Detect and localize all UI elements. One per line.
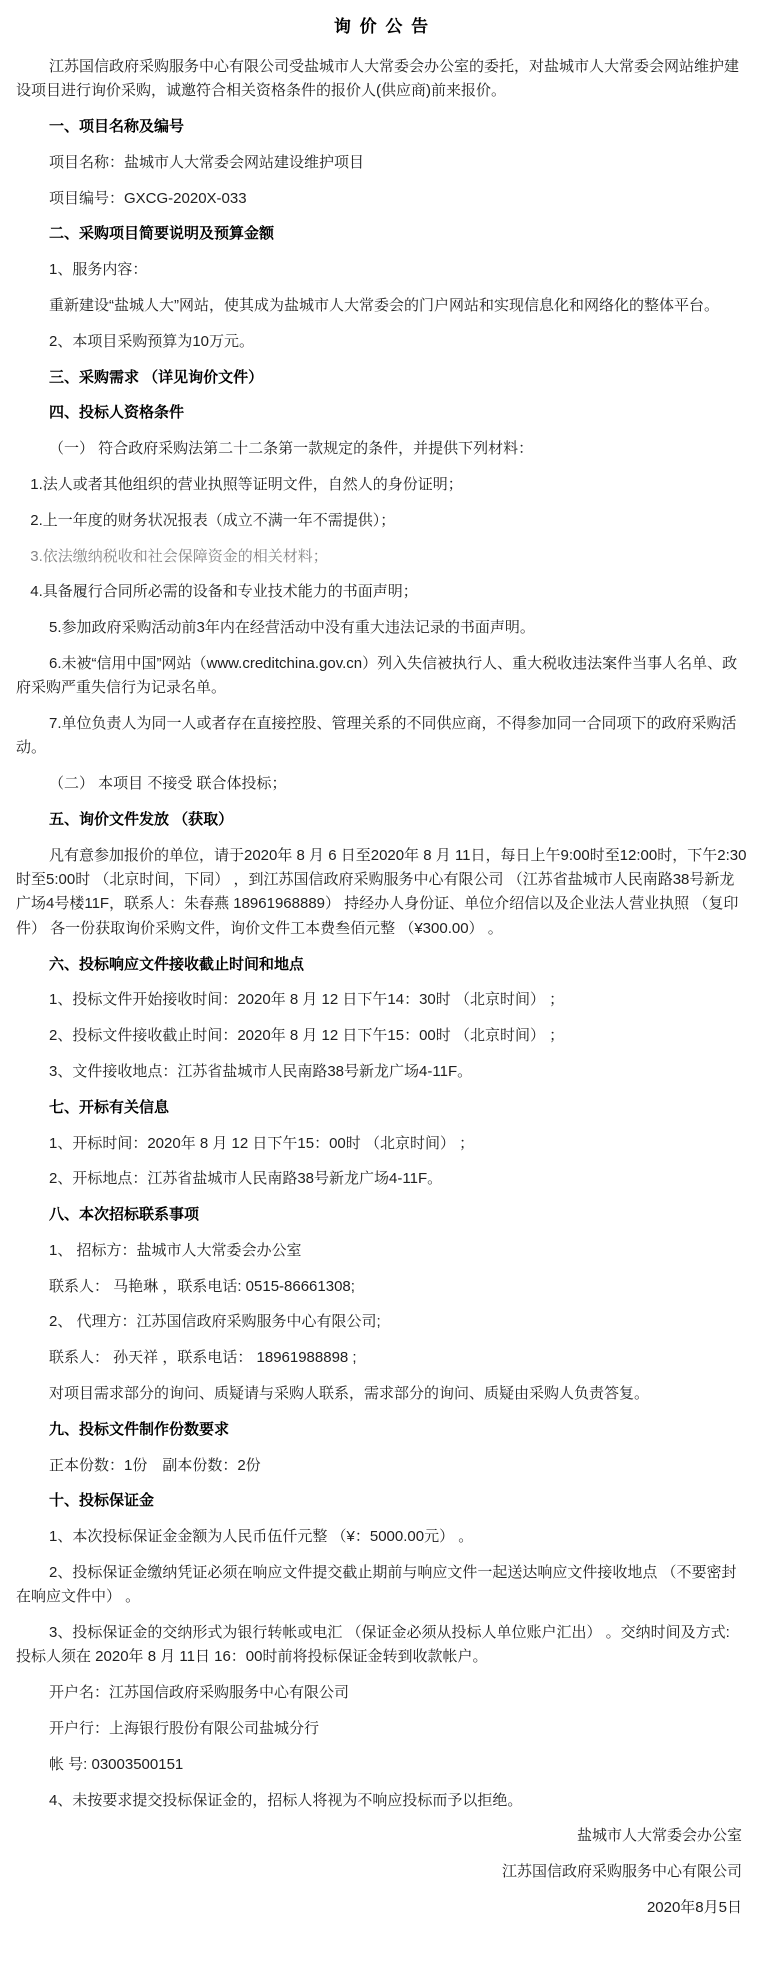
receive-start-time: 1、投标文件开始接收时间：2020年 8 月 12 日下午14：30时 （北京时间） ； — [49, 991, 565, 1009]
section-2-heading: 二、采购项目简要说明及预算金额 — [49, 225, 275, 243]
bid-opening-location: 2、开标地点：江苏省盐城市人民南路38号新龙广场4-11F。 — [49, 1170, 443, 1188]
inquiry-note: 对项目需求部分的询问、质疑请与采购人联系，需求部分的询问、质疑由采购人负责答复。 — [49, 1385, 650, 1403]
agent: 2、 代理方：江苏国信政府采购服务中心有限公司; — [49, 1313, 381, 1331]
qualification-item-7: 7.单位负责人为同一人或者存在直接控股、管理关系的不同供应商，不得参加同一合同项下的政府采购活动。 — [16, 715, 737, 757]
account-number: 帐 号: 03003500151 — [49, 1755, 184, 1773]
project-number: 项目编号：GXCG-2020X-033 — [49, 189, 247, 207]
announcement-date: 2020年8月5日 — [646, 1899, 742, 1917]
section-5-heading: 五、询价文件发放 （获取） — [49, 811, 234, 829]
document-issuance: 凡有意参加报价的单位，请于2020年 8 月 6 日至2020年 8 月 11日，每日上午9:00时至12:00时，下午2:30时至5:00时 （北京时间，下同） ，到江苏国信政府采购服务中心有限公司 （江苏省盐城市人民南路38号新龙广场4号楼11F，联系人：朱春燕 18961968889） 持经办人身份证、单位介绍信以及企业法人营业执照 （复印件） 各一份获取询价采购文件，询价文件工本费叁佰元整 （¥300.00） 。 — [16, 846, 747, 937]
qualification-item-1: 1.法人或者其他组织的营业执照等证明文件，自然人的身份证明； — [30, 476, 463, 494]
section-8-heading: 八、本次招标联系事项 — [49, 1206, 200, 1224]
service-content-label: 1、服务内容： — [49, 261, 148, 279]
qualification-item-3: 3.依法缴纳税收和社会保障资金的相关材料； — [30, 547, 328, 565]
deposit-amount: 1、本次投标保证金金额为人民币伍仟元整 （¥：5000.00元） 。 — [49, 1528, 474, 1546]
qualification-item-6: 6.未被“信用中国”网站（www.creditchina.gov.cn）列入失信被执行人、重大税收违法案件当事人名单、政府采购严重失信行为记录名单。 — [16, 655, 738, 697]
signature-agency: 江苏国信政府采购服务中心有限公司 — [501, 1863, 742, 1881]
receive-deadline: 2、投标文件接收截止时间：2020年 8 月 12 日下午15：00时 （北京时间） ； — [49, 1027, 565, 1045]
section-3-heading: 三、采购需求 （详见询价文件） — [49, 368, 264, 386]
qualification-part-2: （二） 本项目 不接受 联合体投标； — [49, 775, 287, 793]
tenderer: 1、 招标方：盐城市人大常委会办公室 — [49, 1241, 302, 1259]
agent-contact: 联系人： 孙天祥 ，联系电话： 18961988898 ; — [49, 1349, 357, 1367]
receive-location: 3、文件接收地点：江苏省盐城市人民南路38号新龙广场4-11F。 — [49, 1062, 473, 1080]
deposit-payment-method: 3、投标保证金的交纳形式为银行转帐或电汇 （保证金必须从投标人单位账户汇出） 。交纳时间及方式: 投标人须在 2020年 8 月 11日 16：00时前将投标保证金转到收款帐户。 — [16, 1624, 730, 1666]
qualification-item-4: 4.具备履行合同所必需的设备和专业技术能力的书面声明； — [30, 583, 418, 601]
qualification-intro: （一） 符合政府采购法第二十二条第一款规定的条件，并提供下列材料： — [49, 440, 534, 458]
deposit-voucher: 2、投标保证金缴纳凭证必须在响应文件提交截止期前与响应文件一起送达响应文件接收地点 （不要密封在响应文件中） 。 — [16, 1564, 737, 1606]
signature-purchaser: 盐城市人大常委会办公室 — [576, 1827, 742, 1845]
copies-required: 正本份数：1份 副本份数：2份 — [49, 1456, 261, 1474]
account-bank: 开户行：上海银行股份有限公司盐城分行 — [49, 1720, 320, 1738]
account-name: 开户名：江苏国信政府采购服务中心有限公司 — [49, 1684, 350, 1702]
service-content-desc: 重新建设“盐城人大”网站，使其成为盐城市人大常委会的门户网站和实现信息化和网络化的整体平台。 — [49, 297, 719, 315]
section-9-heading: 九、投标文件制作份数要求 — [49, 1420, 230, 1438]
section-4-heading: 四、投标人资格条件 — [49, 404, 185, 422]
section-7-heading: 七、开标有关信息 — [49, 1098, 170, 1116]
qualification-item-5: 5.参加政府采购活动前3年内在经营活动中没有重大违法记录的书面声明。 — [49, 619, 535, 637]
section-1-heading: 一、项目名称及编号 — [49, 118, 185, 136]
qualification-item-2: 2.上一年度的财务状况报表（成立不满一年不需提供）； — [30, 511, 396, 529]
deposit-rejection: 4、未按要求提交投标保证金的，招标人将视为不响应投标而予以拒绝。 — [49, 1791, 523, 1809]
section-6-heading: 六、投标响应文件接收截止时间和地点 — [49, 955, 305, 973]
tenderer-contact: 联系人： 马艳琳 ，联系电话: 0515-86661308; — [49, 1277, 355, 1295]
intro-paragraph: 江苏国信政府采购服务中心有限公司受盐城市人大常委会办公室的委托，对盐城市人大常委会网站维护建设项目进行询价采购，诚邀符合相关资格条件的报价人(供应商)前来报价。 — [16, 58, 740, 100]
budget: 2、本项目采购预算为10万元。 — [49, 332, 255, 350]
document-title: 询 价 公 告 — [333, 17, 431, 36]
bid-opening-time: 1、开标时间：2020年 8 月 12 日下午15：00时 （北京时间） ； — [49, 1134, 475, 1152]
project-name: 项目名称：盐城市人大常委会网站建设维护项目 — [49, 153, 365, 171]
section-10-heading: 十、投标保证金 — [49, 1492, 155, 1510]
